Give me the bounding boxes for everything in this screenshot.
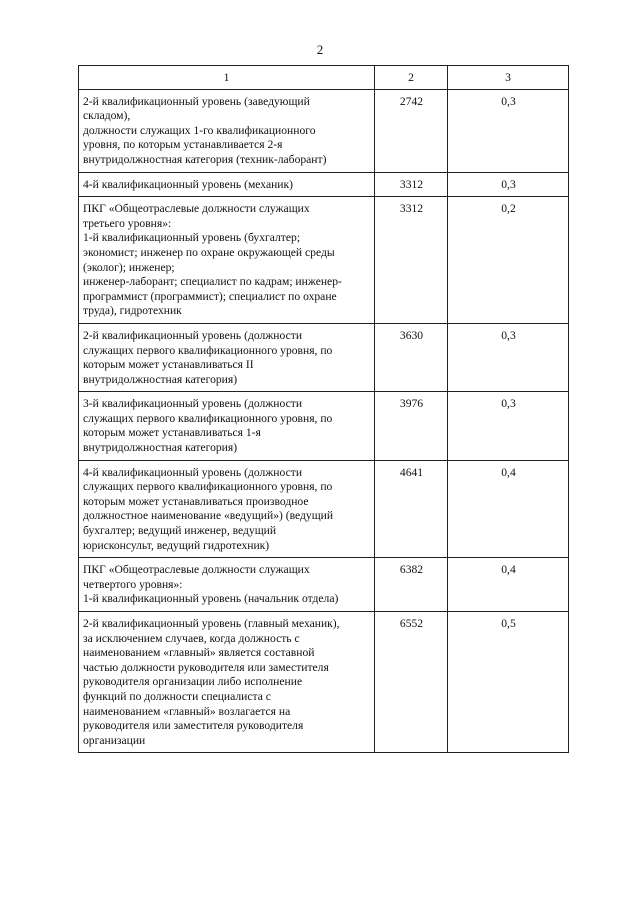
table-row bbox=[79, 558, 569, 612]
salary-cell: 3312 bbox=[375, 172, 448, 197]
coefficient-cell: 0,3 bbox=[448, 392, 569, 460]
position-description-cell: 3-й квалификационный уровень (должности служащих первого квалификационного уровня, по которым может устанавливаться 1-я внутридолжностная категория) bbox=[79, 392, 375, 460]
salary-cell: 6382 bbox=[375, 558, 448, 612]
position-description-cell: ПКГ «Общеотраслевые должности служащих четвертого уровня»: 1-й квалификационный уровень (начальник отдела) bbox=[79, 558, 375, 612]
table-row bbox=[79, 612, 569, 753]
salary-cell: 4641 bbox=[375, 460, 448, 558]
position-description-cell: 2-й квалификационный уровень (заведующий складом), должности служащих 1-го квалификационного уровня, по которым устанавливается 2-я внутридолжностная категория (техник-лаборант) bbox=[79, 89, 375, 172]
table-row bbox=[79, 323, 569, 391]
table-row bbox=[79, 197, 569, 324]
salary-cell: 2742 bbox=[375, 89, 448, 172]
salary-cell: 3312 bbox=[375, 197, 448, 324]
coefficient-cell: 0,4 bbox=[448, 558, 569, 612]
position-description-cell: 4-й квалификационный уровень (должности служащих первого квалификационного уровня, по которым может устанавливаться производное должностное наименование «ведущий») (ведущий бухгалтер; ведущий инженер, ведущий юрисконсульт, ведущий гидротехник) bbox=[79, 460, 375, 558]
coefficient-cell: 0,4 bbox=[448, 460, 569, 558]
coefficient-cell: 0,3 bbox=[448, 323, 569, 391]
position-description-cell: 2-й квалификационный уровень (должности служащих первого квалификационного уровня, по которым может устанавливаться II внутридолжностная категория) bbox=[79, 323, 375, 391]
position-description-cell: ПКГ «Общеотраслевые должности служащих третьего уровня»: 1-й квалификационный уровень (бухгалтер; экономист; инженер по охране окружающей среды (эколог); инженер; инженер-лаборант; специалист по кадрам; инженер- программист (программист); специалист по охране труда), гидротехник bbox=[79, 197, 375, 324]
header-cell-3: 3 bbox=[448, 66, 569, 90]
header-cell-1: 1 bbox=[79, 66, 375, 90]
table-row bbox=[79, 460, 569, 558]
position-description-cell: 4-й квалификационный уровень (механик) bbox=[79, 172, 375, 197]
coefficient-cell: 0,3 bbox=[448, 89, 569, 172]
salary-cell: 3976 bbox=[375, 392, 448, 460]
coefficient-cell: 0,2 bbox=[448, 197, 569, 324]
table-header-row bbox=[79, 66, 569, 90]
table-row bbox=[79, 392, 569, 460]
salary-cell: 6552 bbox=[375, 612, 448, 753]
salary-table bbox=[78, 65, 569, 753]
coefficient-cell: 0,3 bbox=[448, 172, 569, 197]
table-row bbox=[79, 172, 569, 197]
table-row bbox=[79, 89, 569, 172]
coefficient-cell: 0,5 bbox=[448, 612, 569, 753]
salary-cell: 3630 bbox=[375, 323, 448, 391]
page-number: 2 bbox=[316, 42, 324, 57]
position-description-cell: 2-й квалификационный уровень (главный механик), за исключением случаев, когда должность с наименованием «главный» является составной частью должности руководителя или заместителя руководителя организации либо исполнение функций по должности специалиста с наименованием «главный» возлагается на руководителя или заместителя руководителя организации bbox=[79, 612, 375, 753]
header-cell-2: 2 bbox=[375, 66, 448, 90]
